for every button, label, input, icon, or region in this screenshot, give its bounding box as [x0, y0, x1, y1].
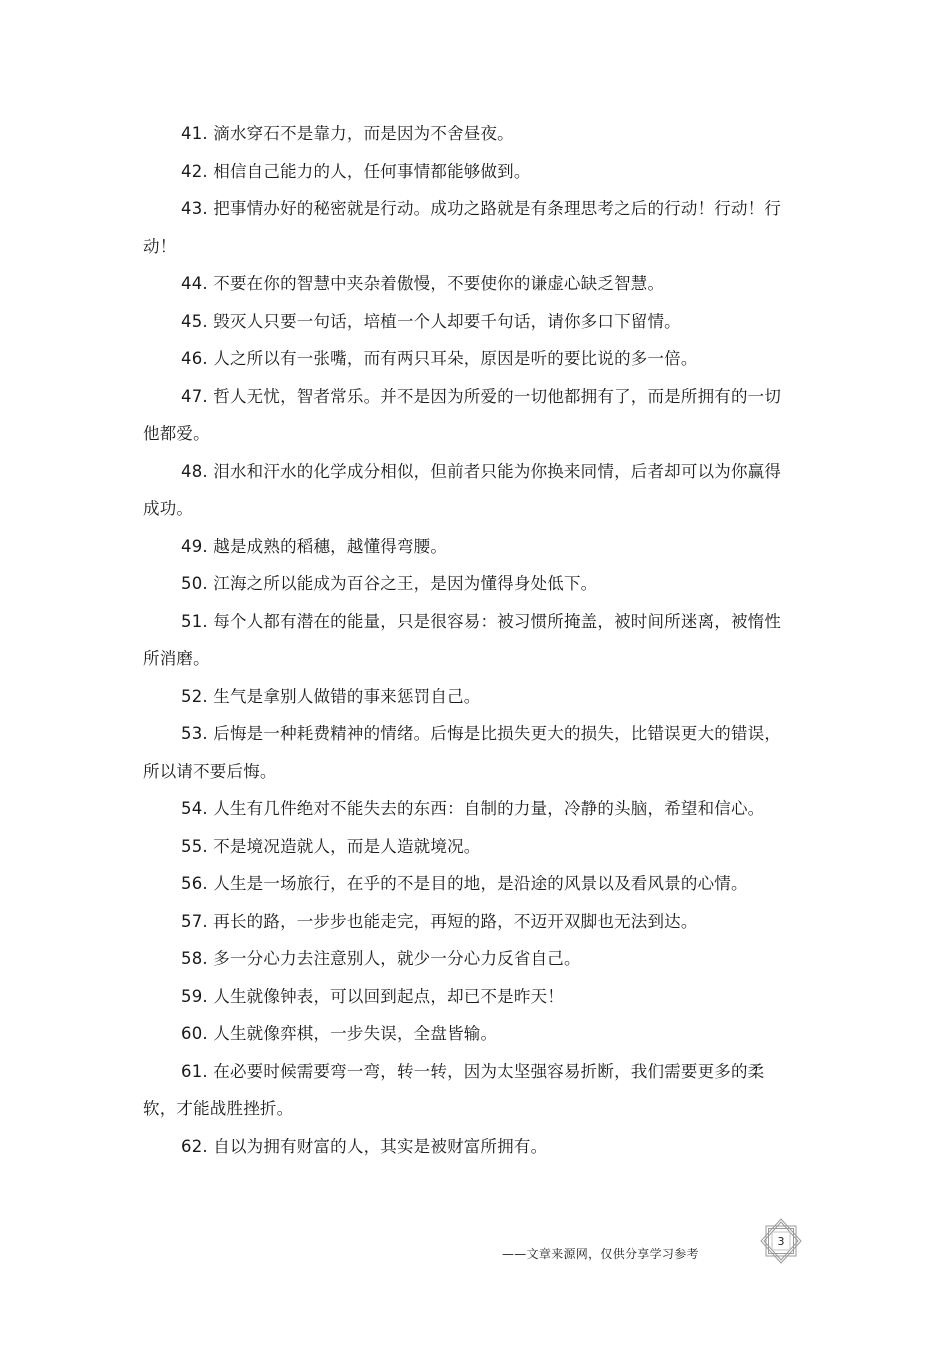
quote-paragraph: 43. 把事情办好的秘密就是行动。成功之路就是有条理思考之后的行动！行动！行动！: [143, 199, 782, 256]
quote-paragraph: 46. 人之所以有一张嘴，而有两只耳朵，原因是听的要比说的多一倍。: [181, 349, 698, 368]
quote-paragraph: 60. 人生就像弈棋，一步失误，全盘皆输。: [181, 1024, 498, 1043]
quote-paragraph: 45. 毁灭人只要一句话，培植一个人却要千句话，请你多口下留情。: [181, 311, 681, 331]
quote-paragraph: 59. 人生就像钟表，可以回到起点，却已不是昨天！: [181, 986, 564, 1006]
quote-paragraph: 51. 每个人都有潜在的能量，只是很容易：被习惯所掩盖，被时间所迷离，被惰性所消磨。: [143, 611, 782, 668]
quote-paragraph: 53. 后悔是一种耗费精神的情绪。后悔是比损失更大的损失，比错误更大的错误，所以请不要后悔。: [143, 724, 782, 781]
quote-paragraph: 52. 生气是拿别人做错的事来惩罚自己。: [181, 686, 481, 706]
quote-paragraph: 56. 人生是一场旅行，在乎的不是目的地，是沿途的风景以及看风景的心情。: [181, 874, 748, 893]
quote-paragraph: 48. 泪水和汗水的化学成分相似，但前者只能为你换来同情，后者却可以为你赢得成功。: [143, 461, 782, 518]
page-number: 3: [777, 1234, 785, 1248]
quote-paragraph: 58. 多一分心力去注意别人，就少一分心力反省自己。: [181, 949, 581, 968]
quote-paragraph: 50. 江海之所以能成为百谷之王，是因为懂得身处低下。: [181, 574, 598, 593]
page-number-badge: [756, 1218, 806, 1264]
footer-source-note: ——文章来源网，仅供分享学习参考: [502, 1247, 699, 1261]
quote-paragraph: 44. 不要在你的智慧中夹杂着傲慢，不要使你的谦虚心缺乏智慧。: [181, 274, 665, 293]
quote-list: [143, 115, 783, 1165]
quote-paragraph: 47. 哲人无忧，智者常乐。并不是因为所爱的一切他都拥有了，而是所拥有的一切他都爱。: [143, 386, 782, 443]
quote-paragraph: 55. 不是境况造就人，而是人造就境况。: [181, 836, 481, 856]
quote-paragraph: 54. 人生有几件绝对不能失去的东西：自制的力量，冷静的头脑，希望和信心。: [181, 799, 765, 818]
quote-paragraph: 62. 自以为拥有财富的人，其实是被财富所拥有。: [181, 1136, 548, 1156]
quote-paragraph: 42. 相信自己能力的人，任何事情都能够做到。: [181, 161, 531, 181]
quote-paragraph: 49. 越是成熟的稻穗，越懂得弯腰。: [181, 536, 448, 556]
quote-paragraph: 61. 在必要时候需要弯一弯，转一转，因为太坚强容易折断，我们需要更多的柔软，才能战胜挫折。: [143, 1061, 765, 1118]
quote-paragraph: 57. 再长的路，一步步也能走完，再短的路，不迈开双脚也无法到达。: [181, 911, 698, 931]
quote-paragraph: 41. 滴水穿石不是靠力，而是因为不舍昼夜。: [181, 124, 514, 143]
